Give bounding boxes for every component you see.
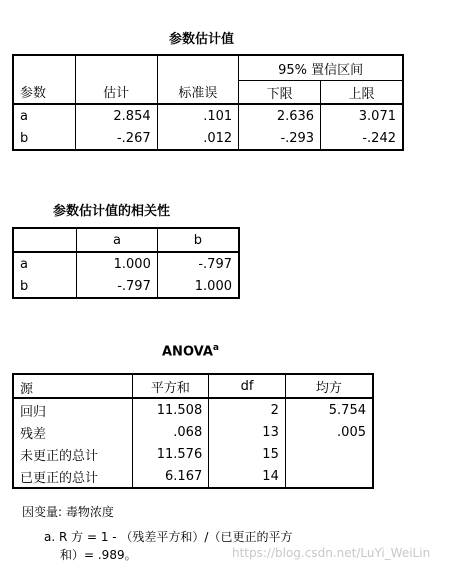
parameter-correlations-table bbox=[12, 227, 240, 299]
cell-b: 1.000 bbox=[157, 275, 239, 298]
cell-stderr: .101 bbox=[157, 104, 239, 127]
header-ms: 均方 bbox=[285, 374, 373, 398]
row-label: a bbox=[20, 256, 28, 272]
cell-a: -.797 bbox=[77, 275, 158, 298]
cell-ms: .005 bbox=[285, 421, 373, 443]
cell-upper: 3.071 bbox=[321, 104, 403, 127]
anova-title-sup: a bbox=[212, 343, 219, 353]
header-source: 源 bbox=[20, 382, 34, 397]
table1-title: 参数估计值 bbox=[169, 32, 235, 47]
cell-ss: .068 bbox=[132, 421, 209, 443]
footnote-line2: 和）= .989。 bbox=[60, 548, 137, 562]
header-ci: 95% 置信区间 bbox=[239, 55, 403, 81]
header-estimate: 估计 bbox=[75, 55, 157, 104]
cell-df: 14 bbox=[209, 465, 286, 488]
dependent-variable-note: 因变量: 毒物浓度 bbox=[22, 505, 114, 519]
anova-table bbox=[12, 373, 374, 489]
cell-ms bbox=[285, 465, 373, 488]
cell-lower: 2.636 bbox=[239, 104, 321, 127]
row-source: 已更正的总计 bbox=[20, 470, 99, 486]
cell-df: 13 bbox=[209, 421, 286, 443]
row-label: b bbox=[20, 130, 29, 146]
cell-ss: 6.167 bbox=[132, 465, 209, 488]
row-label: a bbox=[20, 108, 28, 124]
row-source: 未更正的总计 bbox=[20, 448, 99, 464]
header-ss: 平方和 bbox=[132, 374, 209, 398]
anova-title-text: ANOVA bbox=[162, 344, 213, 360]
header-b: b bbox=[157, 228, 239, 252]
cell-b: -.797 bbox=[157, 252, 239, 275]
parameter-estimates-table bbox=[12, 54, 404, 151]
footnote-line1: a. R 方 = 1 - （残差平方和）/（已更正的平方 bbox=[44, 530, 293, 544]
header-a: a bbox=[77, 228, 158, 252]
cell-stderr: .012 bbox=[157, 127, 239, 150]
header-stderr: 标准误 bbox=[157, 55, 239, 104]
cell-estimate: -.267 bbox=[75, 127, 157, 150]
cell-df: 15 bbox=[209, 443, 286, 465]
corner-cell bbox=[13, 228, 77, 252]
header-df: df bbox=[209, 374, 286, 398]
cell-upper: -.242 bbox=[321, 127, 403, 150]
header-param: 参数 bbox=[20, 86, 47, 101]
cell-lower: -.293 bbox=[239, 127, 321, 150]
cell-ms: 5.754 bbox=[285, 398, 373, 421]
row-source: 残差 bbox=[20, 426, 47, 442]
cell-ms bbox=[285, 443, 373, 465]
table2-title: 参数估计值的相关性 bbox=[53, 204, 171, 219]
cell-ss: 11.576 bbox=[132, 443, 209, 465]
cell-ss: 11.508 bbox=[132, 398, 209, 421]
table3-title bbox=[162, 343, 219, 359]
row-source: 回归 bbox=[20, 404, 47, 420]
cell-a: 1.000 bbox=[77, 252, 158, 275]
header-upper: 上限 bbox=[321, 81, 403, 105]
cell-df: 2 bbox=[209, 398, 286, 421]
header-lower: 下限 bbox=[239, 81, 321, 105]
cell-estimate: 2.854 bbox=[75, 104, 157, 127]
row-label: b bbox=[20, 278, 29, 294]
watermark-text: https://blog.csdn.net/LuYi_WeiLin bbox=[232, 546, 431, 560]
